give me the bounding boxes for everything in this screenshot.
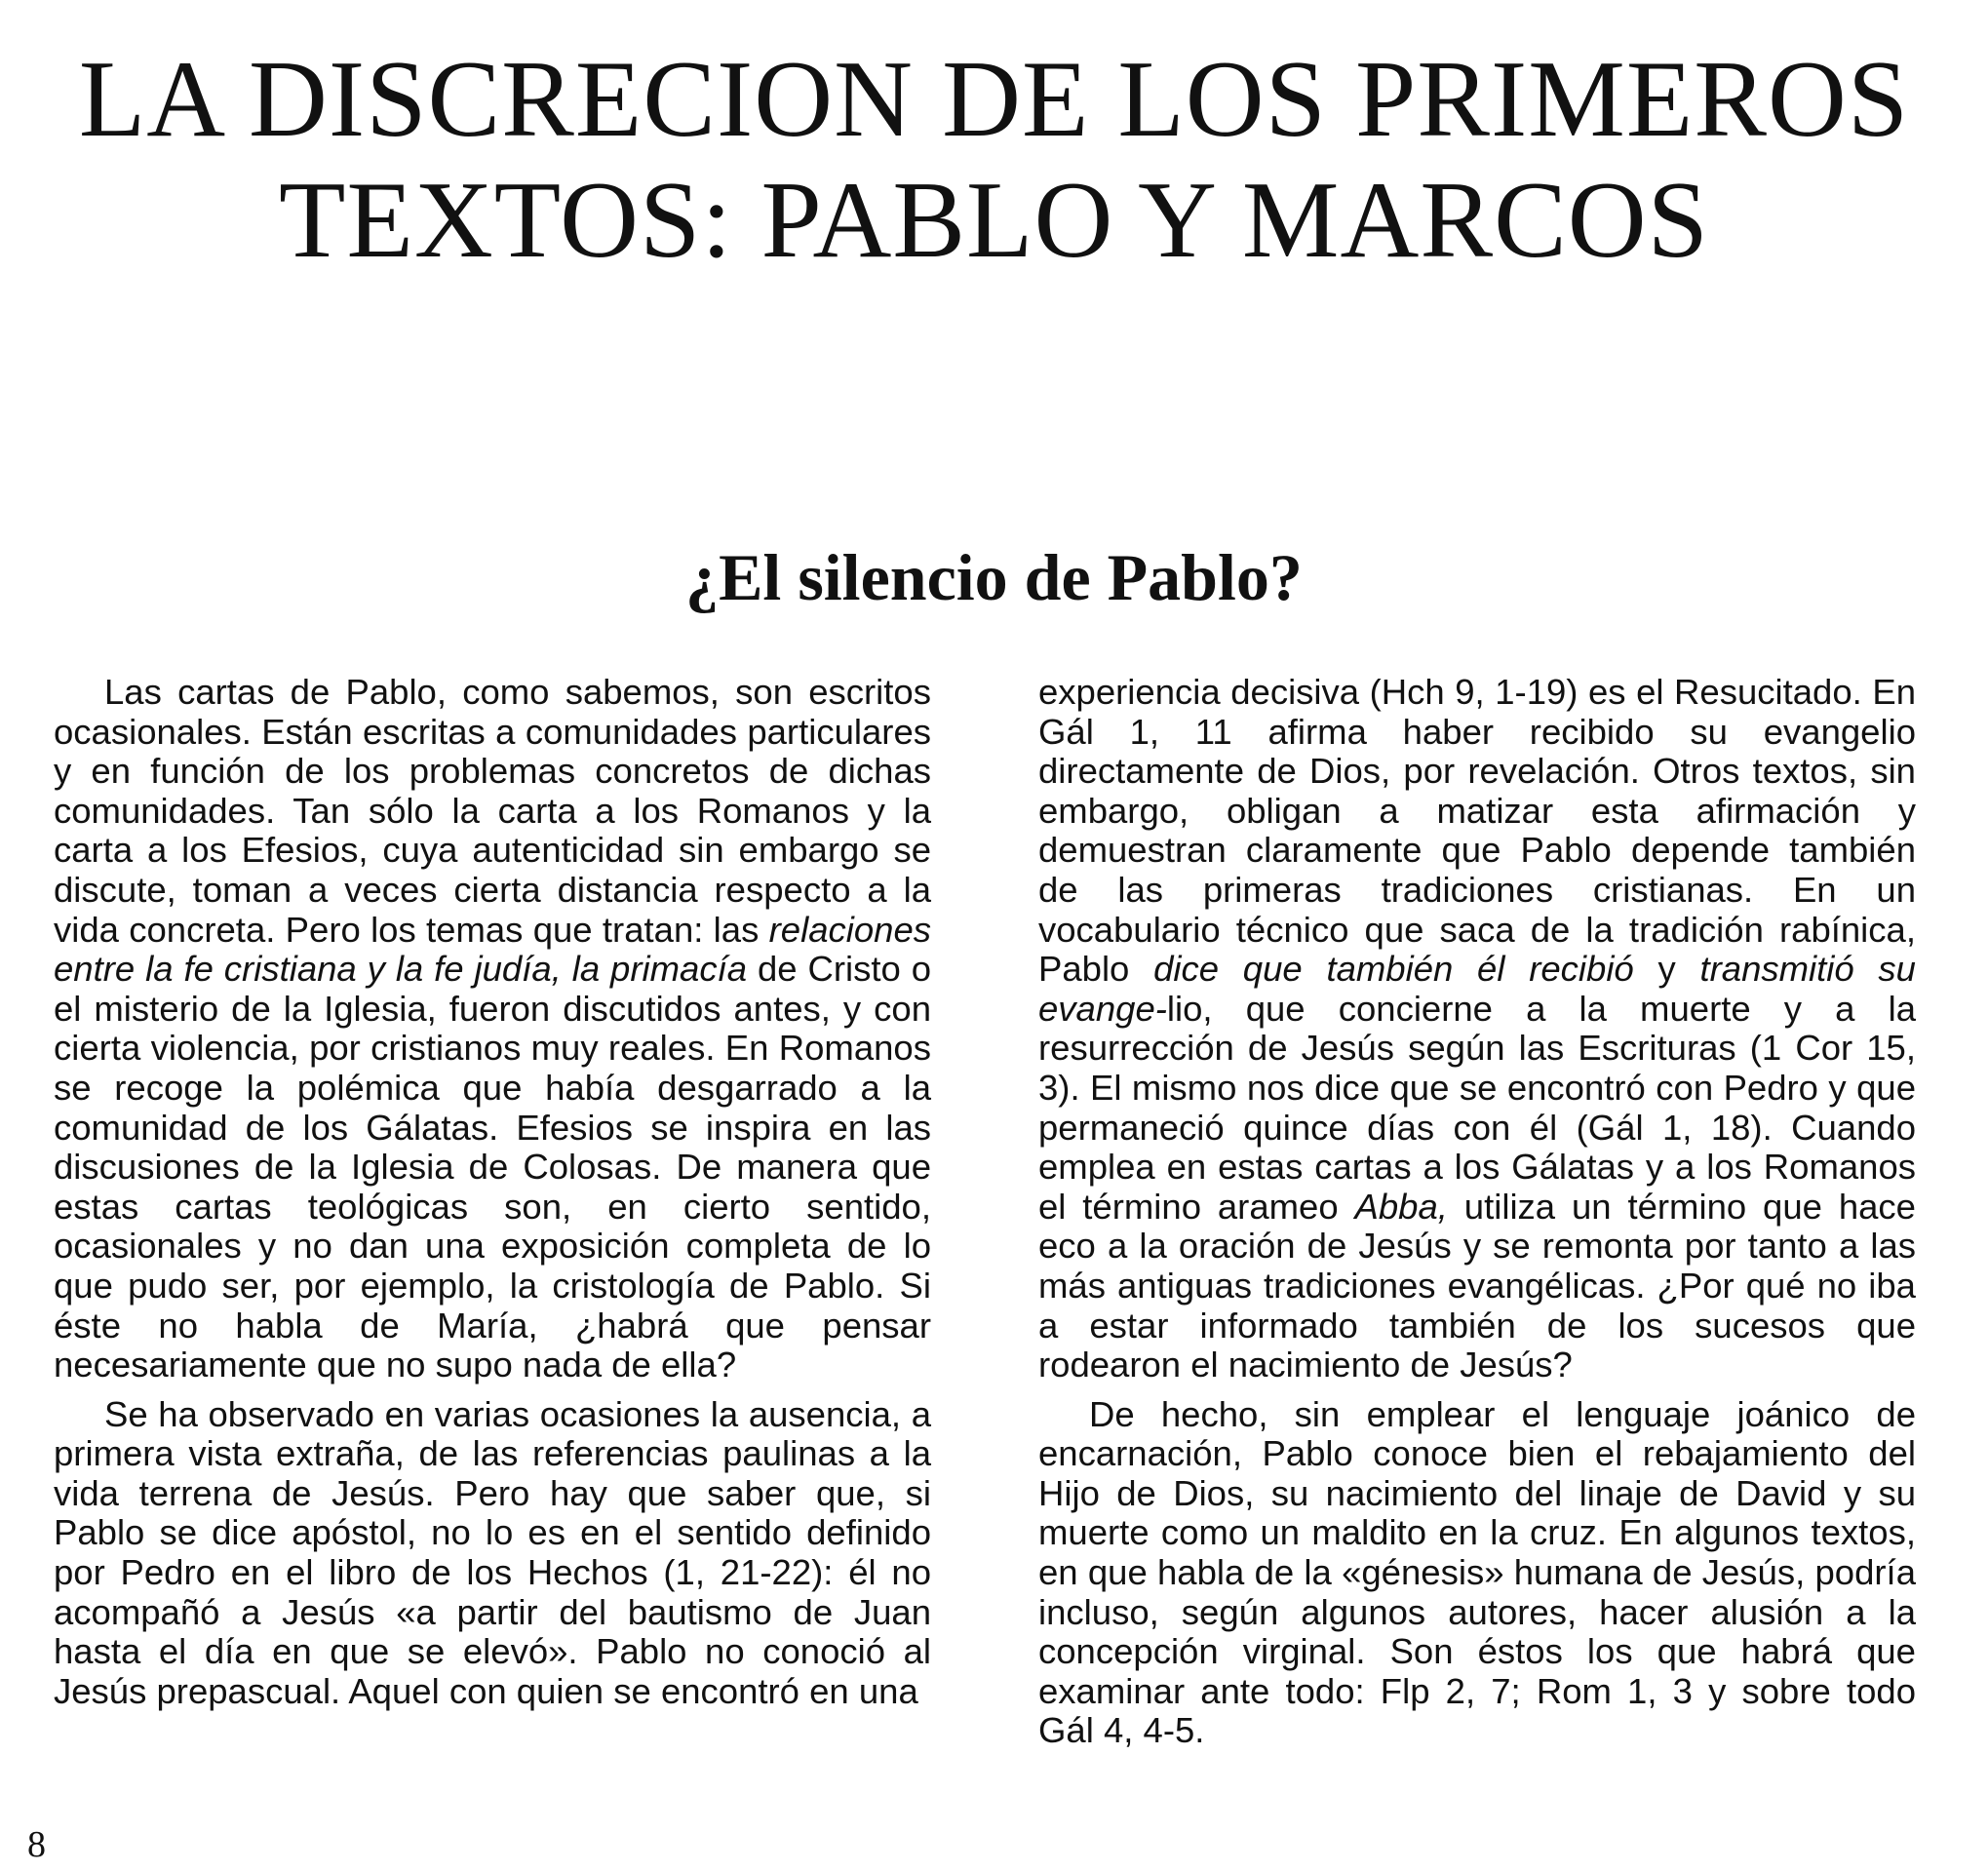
right-p1-text-e: lio, que concierne a la muerte y a la resurrección de Jesús según las Escrituras (1 Cor 15, 3). El mismo nos dice que se encontró con Pedro y que permaneció quince días con él (Gál 1, 18). Cuando emplea en estas cartas a los Gálatas y a los Romanos el término arameo [1038,988,1916,1227]
chapter-title [0,39,1988,281]
right-paragraph-2: De hecho, sin emplear el lenguaje joánico de encarnación, Pablo conoce bien el rebajamiento del Hijo de Dios, su nacimiento del linaje de David y su muerte como un maldito en la cruz. En algunos textos, en que habla de la «génesis» humana de Jesús, podría incluso, según algunos autores, hacer alusión a la concepción virginal. Son éstos los que habrá que examinar ante todo: Flp 2, 7; Rom 1, 3 y sobre todo Gál 4, 4-5. [1038,1393,1916,1751]
right-p1-italic-transmitio: transmitió su evange- [1038,949,1916,1029]
left-column [54,673,931,1721]
left-p1-italic: relaciones entre la fe cristiana y la fe judía, la primacía [54,909,931,990]
right-paragraph-1 [1038,673,1916,1385]
left-p1-text-c: de Cristo o el misterio de la Iglesia, fueron discutidos antes, y con cierta violencia, por cristianos muy reales. En Romanos se recoge la polémica que había desgarrado a la comunidad de los Gálatas. Efesios se inspira en las discusiones de la Iglesia de Colosas. De manera que estas cartas teológicas son, en cierto sentido, ocasionales y no dan una exposición completa de lo que pudo ser, por ejemplo, la cristología de Pablo. Si éste no habla de María, ¿habrá que pensar necesariamente que no supo nada de ella? [54,949,931,1385]
right-p1-text-c: y [1633,949,1700,990]
left-paragraph-1 [54,673,931,1385]
chapter-title-line-2: TEXTOS: PABLO Y MARCOS [279,160,1709,281]
right-column [1038,673,1916,1761]
right-p1-italic-recibio: dice que también él recibió [1153,949,1634,990]
right-p1-italic-abba: Abba, [1354,1186,1448,1227]
page-number: 8 [27,1824,46,1865]
chapter-title-line-1: LA DISCRECION DE LOS PRIMEROS [78,39,1910,160]
right-p1-text-g: utiliza un término que hace eco a la oración de Jesús y se remonta por tanto a las más antiguas tradiciones evangélicas. ¿Por qué no iba a estar informado también de los sucesos que rodearon el nacimiento de Jesús? [1038,1186,1916,1385]
left-paragraph-2: Se ha observado en varias ocasiones la ausencia, a primera vista extraña, de las referencias paulinas a la vida terrena de Jesús. Pero hay que saber que, si Pablo se dice apóstol, no lo es en el sentido definido por Pedro en el libro de los Hechos (1, 21-22): él no acompañó a Jesús «a partir del bautismo de Juan hasta el día en que se elevó». Pablo no conoció al Jesús prepascual. Aquel con quien se encontró en una [54,1393,931,1711]
section-heading: ¿El silencio de Pablo? [685,540,1303,614]
left-p1-text-a: Las cartas de Pablo, como sabemos, son escritos ocasionales. Están escritas a comunidades particulares y en función de los problemas concretos de dichas comunidades. Tan sólo la carta a los Romanos y la carta a los Efesios, cuya autenticidad sin embargo se discute, toman a veces cierta distancia respecto a la vida concreta. Pero los temas que tratan: las [54,672,931,950]
right-p1-text-a: experiencia decisiva (Hch 9, 1-19) es el Resucitado. En Gál 1, 11 afirma haber recibido su evangelio directamente de Dios, por revelación. Otros textos, sin embargo, obligan a matizar esta afirmación y demuestran claramente que Pablo depende también de las primeras tradiciones cristianas. En un vocabulario técnico que saca de la tradición rabínica, Pablo [1038,672,1916,990]
